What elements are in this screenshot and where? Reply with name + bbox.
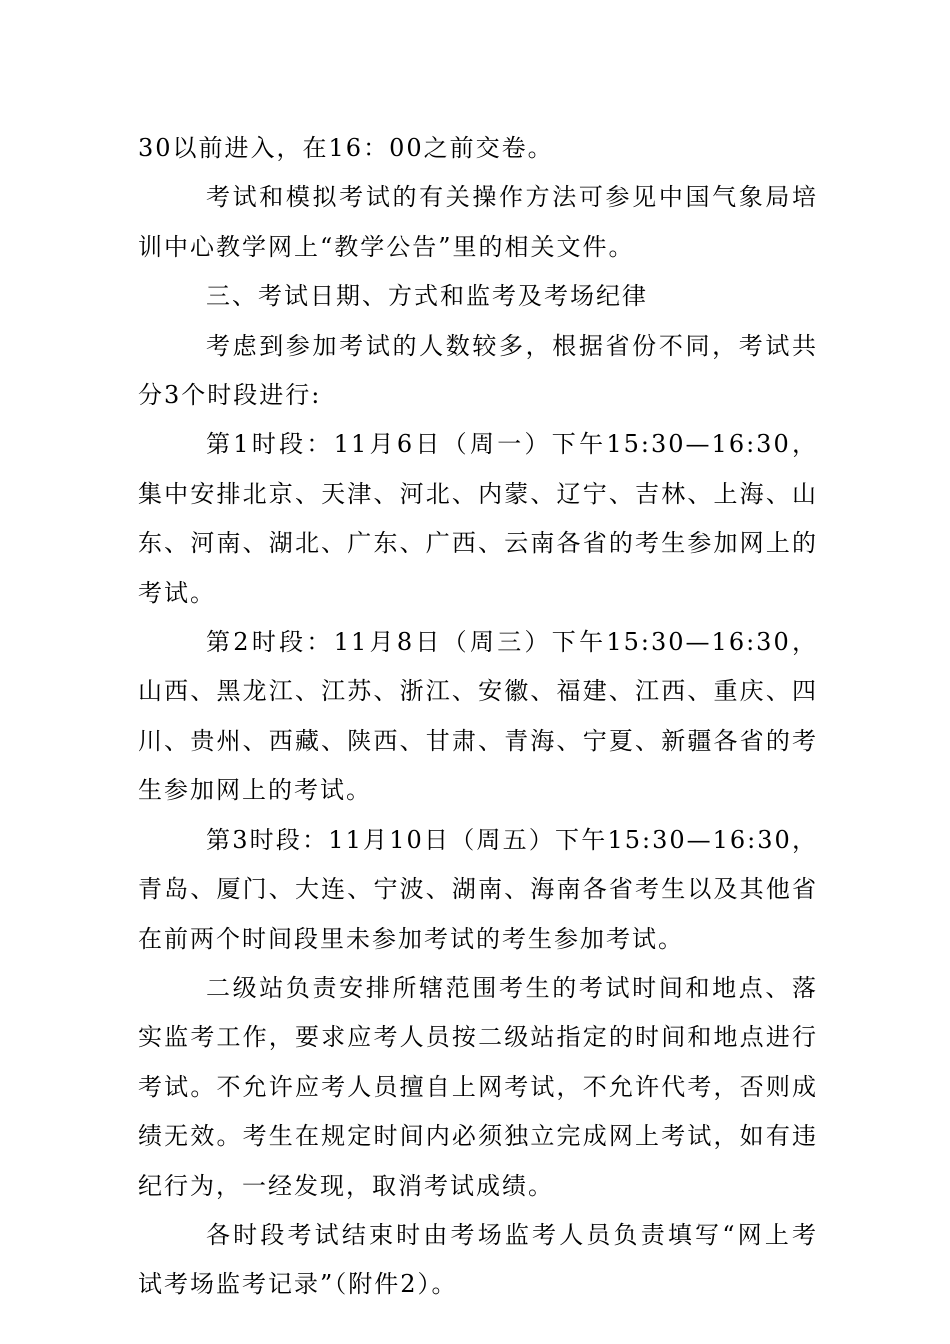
paragraph-time-slot-1: 第1时段：11月6日（周一）下午15:30—16:30，集中安排北京、天津、河北、内蒙、辽宁、吉林、上海、山东、河南、湖北、广东、广西、云南各省的考生参加网上的考试。 [138,430,818,607]
paragraph-time-slot-2: 第2时段：11月8日（周三）下午15:30—16:30，山西、黑龙江、江苏、浙江、安徽、福建、江西、重庆、四川、贵州、西藏、陕西、甘肃、青海、宁夏、新疆各省的考生参加网上的考试。 [138,628,818,805]
document-body [138,124,818,1310]
paragraph-time-slots-intro: 考虑到参加考试的人数较多，根据省份不同，考试共分3个时段进行: [138,331,818,410]
paragraph-proctoring-rules: 二级站负责安排所辖范围考生的考试时间和地点、落实监考工作，要求应考人员按二级站指定的时间和地点进行考试。不允许应考人员擅自上网考试，不允许代考，否则成绩无效。考生在规定时间内必须独立完成网上考试，如有违纪行为，一经发现，取消考试成绩。 [138,973,818,1200]
paragraph-exam-submission: 30以前进入，在16：00之前交卷。 [138,134,554,162]
section-heading-exam-schedule: 三、考试日期、方式和监考及考场纪律 [206,282,648,311]
paragraph-proctor-record: 各时段考试结束时由考场监考人员负责填写“网上考试考场监考记录”（附件2）。 [138,1220,818,1299]
paragraph-time-slot-3: 第3时段：11月10日（周五）下午15:30—16:30，青岛、厦门、大连、宁波、湖南、海南各省考生以及其他省在前两个时间段里未参加考试的考生参加考试。 [138,825,818,953]
paragraph-operation-methods: 考试和模拟考试的有关操作方法可参见中国气象局培训中心教学网上“教学公告”里的相关文件。 [138,183,818,261]
